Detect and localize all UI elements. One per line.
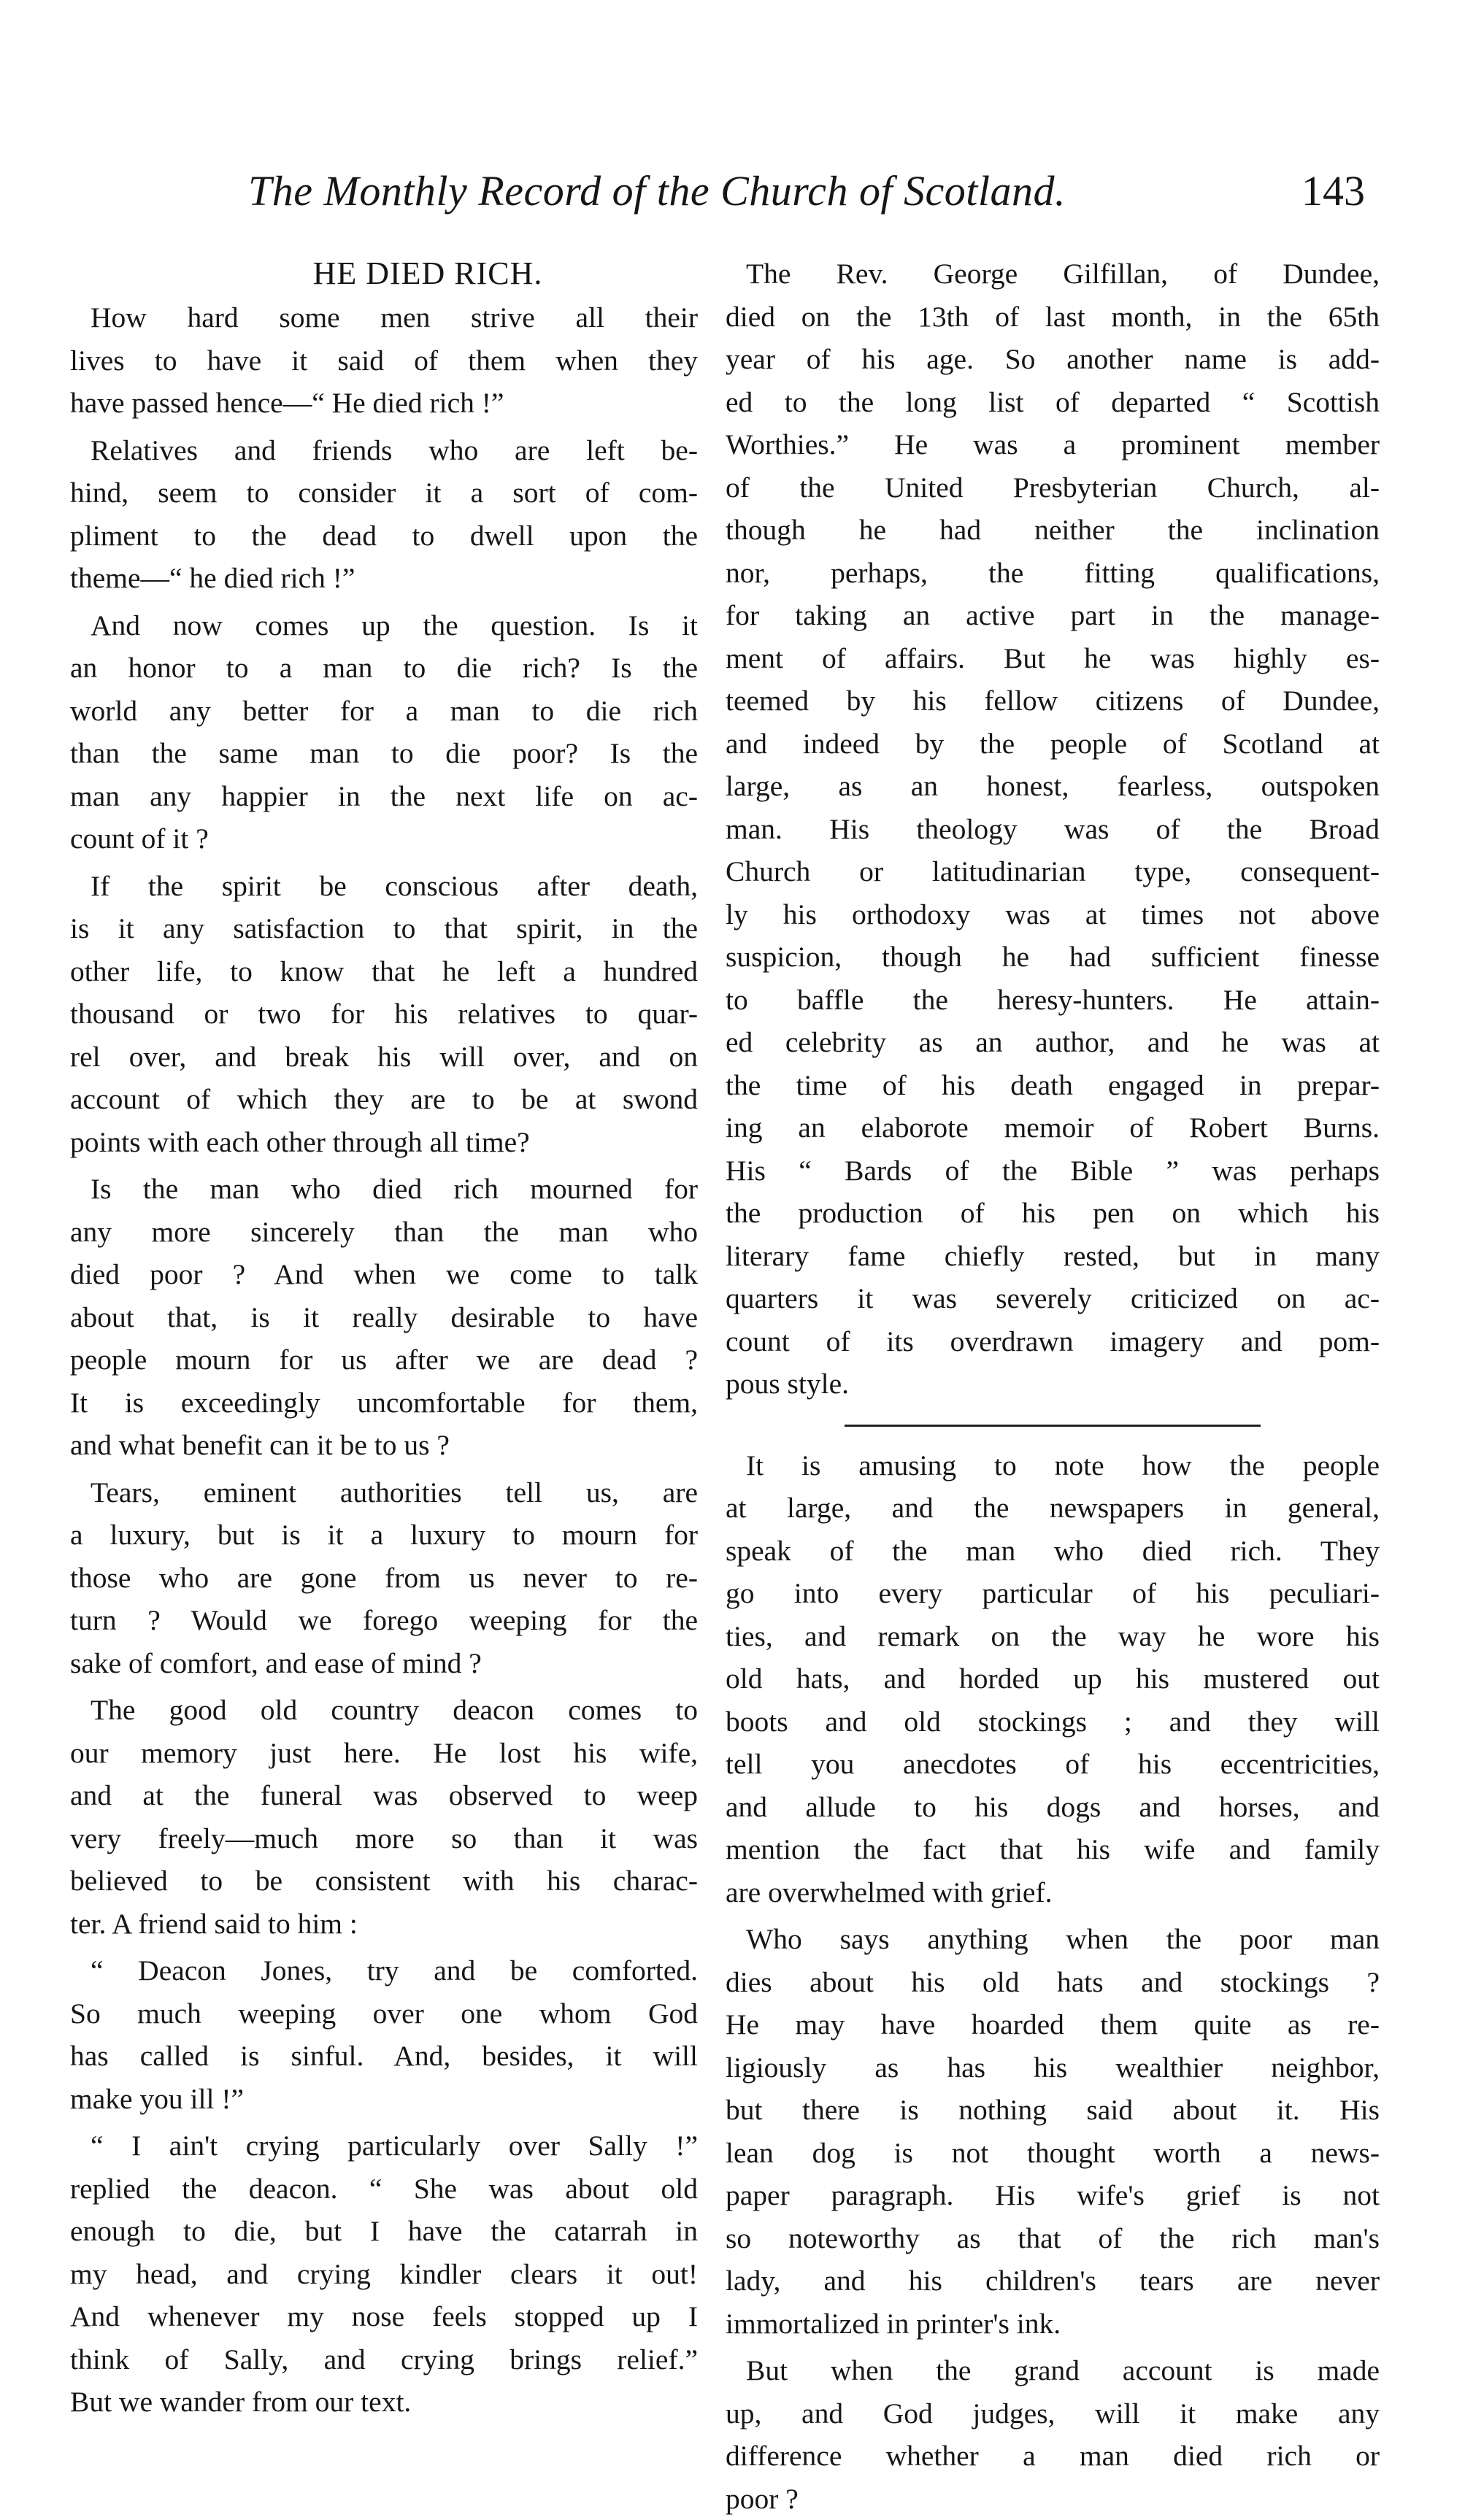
text-line: How hard some men strive all their [70, 296, 698, 339]
text-line: old hats, and horded up his mustered out [726, 1657, 1380, 1700]
text-line: But we wander from our text. [70, 2381, 698, 2424]
paragraph [726, 1444, 1380, 1914]
text-line: ties, and remark on the way he wore his [726, 1615, 1380, 1658]
text-line: are overwhelmed with grief. [726, 1871, 1380, 1914]
text-line: any more sincerely than the man who [70, 1211, 698, 1254]
text-line: ed celebrity as an author, and he was at [726, 1021, 1380, 1064]
text-line: lady, and his children's tears are never [726, 2259, 1380, 2303]
text-line: count of its overdrawn imagery and pom- [726, 1320, 1380, 1363]
text-line: speak of the man who died rich. They [726, 1530, 1380, 1573]
right-column [726, 253, 1380, 2520]
text-line: up, and God judges, will it make any [726, 2392, 1380, 2435]
text-line: And whenever my nose feels stopped up I [70, 2295, 698, 2338]
text-line: account of which they are to be at swond [70, 1078, 698, 1121]
text-line: poor ? [726, 2478, 1380, 2520]
text-line: to baffle the heresy-hunters. He attain- [726, 979, 1380, 1022]
text-line: ligiously as has his wealthier neighbor, [726, 2046, 1380, 2089]
text-line: and allude to his dogs and horses, and [726, 1786, 1380, 1829]
text-line: So much weeping over one whom God [70, 1992, 698, 2035]
paragraph [70, 1471, 698, 1685]
text-line: a luxury, but is it a luxury to mourn for [70, 1514, 698, 1557]
text-line: paper paragraph. His wife's grief is not [726, 2174, 1380, 2217]
text-line: But when the grand account is made [726, 2349, 1380, 2392]
paragraph [726, 2349, 1380, 2520]
text-line: of the United Presbyterian Church, al- [726, 466, 1380, 509]
text-line: very freely—much more so than it was [70, 1817, 698, 1860]
text-line: though he had neither the inclination [726, 509, 1380, 552]
paragraph [726, 253, 1380, 1406]
article-title: HE DIED RICH. [70, 253, 698, 295]
text-line: for taking an active part in the manage- [726, 594, 1380, 637]
text-line: nor, perhaps, the fitting qualifications, [726, 552, 1380, 595]
section-divider [845, 1425, 1261, 1427]
text-line: ed to the long list of departed “ Scottish [726, 381, 1380, 424]
text-line: lean dog is not thought worth a news- [726, 2132, 1380, 2175]
text-line: “ Deacon Jones, try and be comforted. [70, 1949, 698, 1992]
text-line: points with each other through all time? [70, 1121, 698, 1164]
text-line: an honor to a man to die rich? Is the [70, 647, 698, 690]
text-line: It is exceedingly uncomfortable for them, [70, 1382, 698, 1425]
paragraph [70, 429, 698, 600]
text-line: He may have hoarded them quite as re- [726, 2003, 1380, 2046]
text-line: literary fame chiefly rested, but in many [726, 1235, 1380, 1278]
text-line: Tears, eminent authorities tell us, are [70, 1471, 698, 1514]
text-line: Who says anything when the poor man [726, 1918, 1380, 1961]
text-line: boots and old stockings ; and they will [726, 1700, 1380, 1743]
page-number: 143 [1301, 162, 1365, 220]
text-line: dies about his old hats and stockings ? [726, 1961, 1380, 2004]
text-line: quarters it was severely criticized on ac- [726, 1277, 1380, 1320]
text-line: count of it ? [70, 817, 698, 860]
text-line: Worthies.” He was a prominent member [726, 423, 1380, 466]
left-article-body [70, 296, 698, 2424]
text-line: rel over, and break his will over, and on [70, 1036, 698, 1079]
text-line: replied the deacon. “ She was about old [70, 2168, 698, 2211]
text-line: ter. A friend said to him : [70, 1903, 698, 1946]
text-line: “ I ain't crying particularly over Sally !” [70, 2124, 698, 2168]
paragraph [70, 1689, 698, 1945]
text-line: enough to die, but I have the catarrah in [70, 2210, 698, 2253]
text-line: Is the man who died rich mourned for [70, 1168, 698, 1211]
paragraph [70, 604, 698, 860]
text-line: tell you anecdotes of his eccentricities, [726, 1743, 1380, 1786]
text-line: sake of comfort, and ease of mind ? [70, 1642, 698, 1685]
text-line: hind, seem to consider it a sort of com- [70, 471, 698, 515]
paragraph [70, 2124, 698, 2424]
text-line: theme—“ he died rich !” [70, 557, 698, 600]
text-line: has called is sinful. And, besides, it will [70, 2035, 698, 2078]
text-line: large, as an honest, fearless, outspoken [726, 765, 1380, 808]
text-line: It is amusing to note how the people [726, 1444, 1380, 1487]
text-line: immortalized in printer's ink. [726, 2303, 1380, 2346]
paragraph [70, 1168, 698, 1467]
text-line: believed to be consistent with his charac- [70, 1860, 698, 1903]
left-column [70, 253, 698, 2424]
text-line: difference whether a man died rich or [726, 2435, 1380, 2478]
text-line: my head, and crying kindler clears it out! [70, 2253, 698, 2296]
text-line: people mourn for us after we are dead ? [70, 1338, 698, 1382]
text-line: The Rev. George Gilfillan, of Dundee, [726, 253, 1380, 296]
text-line: If the spirit be conscious after death, [70, 865, 698, 908]
text-line: Church or latitudinarian type, consequent- [726, 850, 1380, 893]
rich-man-essay [726, 1444, 1380, 2520]
text-line: at large, and the newspapers in general, [726, 1487, 1380, 1530]
text-line: man. His theology was of the Broad [726, 808, 1380, 851]
text-line: Relatives and friends who are left be- [70, 429, 698, 472]
text-line: ly his orthodoxy was at times not above [726, 893, 1380, 936]
text-line: died poor ? And when we come to talk [70, 1253, 698, 1296]
text-line: think of Sally, and crying brings relief.” [70, 2338, 698, 2381]
text-line: other life, to know that he left a hundred [70, 950, 698, 993]
text-line: our memory just here. He lost his wife, [70, 1732, 698, 1775]
text-line: and at the funeral was observed to weep [70, 1774, 698, 1817]
text-line: died on the 13th of last month, in the 65th [726, 296, 1380, 339]
paragraph [70, 296, 698, 425]
text-line: world any better for a man to die rich [70, 690, 698, 733]
text-line: but there is nothing said about it. His [726, 2089, 1380, 2132]
text-line: ment of affairs. But he was highly es- [726, 637, 1380, 680]
text-line: year of his age. So another name is add- [726, 338, 1380, 381]
text-line: so noteworthy as that of the rich man's [726, 2217, 1380, 2260]
running-title: The Monthly Record of the Church of Scotland. [248, 162, 1066, 220]
text-line: pous style. [726, 1363, 1380, 1406]
text-line: pliment to the dead to dwell upon the [70, 515, 698, 558]
text-line: man any happier in the next life on ac- [70, 775, 698, 818]
text-line: and what benefit can it be to us ? [70, 1424, 698, 1467]
text-line: teemed by his fellow citizens of Dundee, [726, 679, 1380, 723]
text-line: turn ? Would we forego weeping for the [70, 1599, 698, 1642]
text-line: The good old country deacon comes to [70, 1689, 698, 1732]
text-line: go into every particular of his peculiari- [726, 1572, 1380, 1615]
text-line: the time of his death engaged in prepar- [726, 1064, 1380, 1107]
text-line: those who are gone from us never to re- [70, 1557, 698, 1600]
text-line: lives to have it said of them when they [70, 339, 698, 382]
text-line: thousand or two for his relatives to quar- [70, 993, 698, 1036]
text-line: than the same man to die poor? Is the [70, 732, 698, 775]
text-line: and indeed by the people of Scotland at [726, 723, 1380, 766]
text-line: the production of his pen on which his [726, 1192, 1380, 1235]
running-head [248, 162, 1372, 220]
text-line: is it any satisfaction to that spirit, in the [70, 907, 698, 950]
gilfillan-notice [726, 253, 1380, 1406]
text-line: suspicion, though he had sufficient finesse [726, 936, 1380, 979]
text-line: mention the fact that his wife and family [726, 1828, 1380, 1871]
text-line: make you ill !” [70, 2078, 698, 2121]
paragraph [70, 865, 698, 1164]
text-line: ing an elaborote memoir of Robert Burns. [726, 1106, 1380, 1149]
paragraph [70, 1949, 698, 2120]
paragraph [726, 1918, 1380, 2345]
text-line: And now comes up the question. Is it [70, 604, 698, 647]
text-line: have passed hence—“ He died rich !” [70, 382, 698, 425]
text-line: His “ Bards of the Bible ” was perhaps [726, 1149, 1380, 1192]
text-line: about that, is it really desirable to have [70, 1296, 698, 1339]
